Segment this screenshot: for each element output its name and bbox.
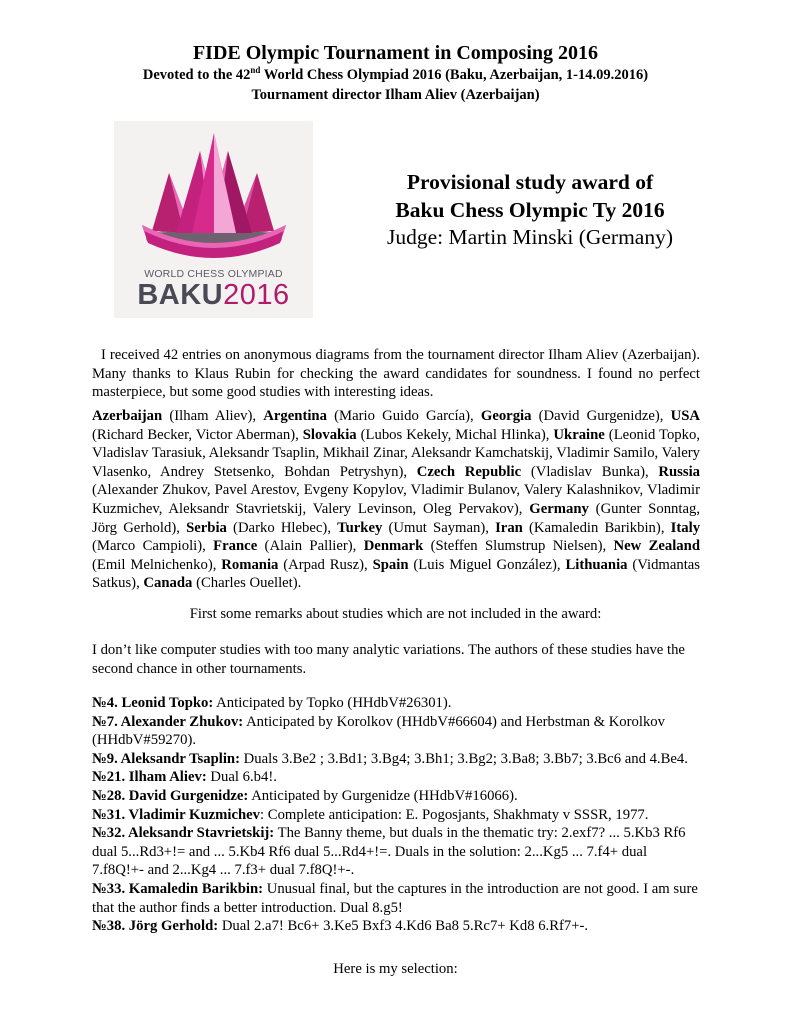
country-name: Ukraine [553, 426, 605, 443]
participant-country: Azerbaijan (Ilham Aliev), [92, 408, 264, 424]
participant-country: Ukraine (Leonid Topko, Vladislav Tarasiuk, Aleksandr Tsaplin, Mikhail Zinar, Aleksandr Kamchatskij, Vladimir Samilo, Valery Vlasenko, Andrey Stetsenko, Bohdan Petryshyn), [92, 426, 701, 480]
excluded-entry [92, 787, 700, 806]
entry-comment: Dual 6.b4!. [206, 769, 277, 786]
participant-country: USA (Richard Becker, Victor Aberman), [92, 408, 701, 443]
country-name: New Zealand [613, 538, 700, 555]
excluded-entry [92, 806, 700, 825]
logo-year: 2016 [223, 279, 290, 311]
award-judge: Judge: Martin Minski (Germany) [386, 225, 674, 249]
entry-heading: №38. Jörg Gerhold: [92, 918, 219, 935]
composer-names: Gunter Sonntag, Jörg Gerhold [92, 500, 700, 536]
composer-names: Ilham Aliev [174, 408, 248, 424]
olympiad-logo [114, 121, 313, 318]
composer-names: David Gurgenidze [543, 408, 655, 424]
award-title-line2: Baku Chess Olympic Ty 2016 [395, 198, 665, 222]
remarks-heading: First some remarks about studies which are not included in the award: [189, 606, 602, 622]
entry-heading: №7. Alexander Zhukov: [92, 713, 244, 730]
country-name: USA [670, 408, 701, 424]
country-name: Turkey [337, 519, 383, 536]
participant-country: Romania (Arpad Rusz), [221, 556, 373, 573]
composer-names: Darko Hlebec [237, 519, 323, 536]
entry-comment: : Complete anticipation: E. Pogosjants, Shakhmaty v SSSR, 1977. [260, 806, 649, 823]
excluded-entry [92, 750, 700, 769]
composer-names: Alexander Zhukov, Pavel Arestov, Evgeny Kopylov, Vladimir Bulanov, Valery Kalashnikov, Vladimir Kuzmichev, Aleksandr Stavrietskij, Valery Levinson, Oleg Pervakov [92, 482, 700, 517]
composer-names: Vladislav Bunka [535, 463, 641, 480]
composer-names: Umut Sayman [393, 519, 481, 536]
entry-comment: Duals 3.Be2 ; 3.Bd1; 3.Bg4; 3.Bh1; 3.Bg2; 3.Ba8; 3.Bb7; 3.Bc6 and 4.Be4. [239, 750, 688, 767]
participant-country: Germany (Gunter Sonntag, Jörg Gerhold), [92, 500, 700, 536]
country-name: Iran [495, 519, 523, 536]
excluded-entry [92, 713, 700, 750]
dedication-post: World Chess Olympiad 2016 (Baku, Azerbaijan, 1-14.09.2016) [260, 67, 649, 83]
country-name: Denmark [363, 538, 424, 555]
excluded-entry [92, 694, 700, 713]
composer-names: Arpad Rusz [288, 556, 360, 573]
country-name: Russia [658, 463, 701, 480]
country-name: Serbia [186, 519, 227, 536]
country-name: Spain [372, 556, 409, 573]
composer-names: Luis Miguel González [418, 556, 552, 573]
participant-country: Czech Republic (Vladislav Bunka), [416, 463, 659, 480]
tournament-title: FIDE Olympic Tournament in Composing 2016 [192, 42, 599, 64]
country-name: Germany [529, 500, 589, 517]
logo-subtitle: WORLD CHESS OLYMPIAD [144, 268, 283, 280]
participant-country: New Zealand (Emil Melnichenko), [92, 538, 700, 573]
excluded-entry [92, 824, 700, 880]
composer-names: Kamaledin Barikbin [533, 519, 656, 536]
entry-heading: №31. Vladimir Kuzmichev [92, 806, 261, 823]
entry-comment: Anticipated by Gurgenidze (HHdbV#16066). [248, 787, 518, 804]
country-name: Czech Republic [416, 463, 522, 480]
composer-names: Mario Guido García [339, 408, 466, 424]
computer-studies-paragraph: I don’t like computer studies with too many analytic variations. The authors of these studies have the second chance in other tournaments. [92, 642, 685, 677]
dedication-pre: Devoted to the 42 [142, 67, 251, 83]
participant-country: Argentina (Mario Guido García), [263, 408, 481, 424]
composer-names: Charles Ouellet [200, 575, 293, 592]
entry-comment: The Banny theme, but duals in the thematic try: 2.exf7? ... 5.Kb3 Rf6 dual 5...Rd3+!= and ... 5.Kb4 Rf6 dual 5...Rd4+!=. Duals in the solution: 2...Kg5 ... 7.f4+ dual 7.f8Q!+- and 2...Kg4 ... 7.f3+ dual 7.f8Q!+-. [92, 825, 686, 879]
participant-country: Georgia (David Gurgenidze), [480, 408, 671, 424]
intro-paragraph: I received 42 entries on anonymous diagrams from the tournament director Ilham Aliev (Azerbaijan). Many thanks to Klaus Rubin for checking the award candidates for soundness. I found no perfect masterpiece, but some good studies with interesting ideas. [92, 347, 700, 401]
composer-names: Vidmantas Satkus [92, 556, 701, 592]
composer-names: Richard Becker, Victor Aberman [96, 426, 291, 443]
excluded-entry [92, 917, 700, 936]
country-name: Slovakia [302, 426, 357, 443]
composer-names: Lubos Kekely, Michal Hlinka [365, 426, 541, 443]
country-name: Argentina [263, 408, 327, 424]
participant-country: Serbia (Darko Hlebec), [186, 519, 338, 536]
tournament-dedication [0, 67, 791, 84]
country-name: France [213, 538, 258, 555]
participant-country: France (Alain Pallier), [213, 538, 364, 555]
country-name: Italy [670, 519, 701, 536]
entry-heading: №33. Kamaledin Barikbin: [92, 880, 264, 897]
participant-country: Italy (Marco Campioli), [92, 519, 701, 555]
logo-wordmark [114, 279, 313, 312]
entry-comment: Anticipated by Topko (HHdbV#26301). [213, 695, 452, 711]
entry-comment: Dual 2.a7! Bc6+ 3.Ke5 Bxf3 4.Kd6 Ba8 5.Rc7+ Kd8 6.Rf7+-. [218, 918, 589, 935]
participant-country: Denmark (Steffen Slumstrup Nielsen), [363, 538, 614, 555]
composer-names: Leonid Topko, Vladislav Tarasiuk, Aleksandr Tsaplin, Mikhail Zinar, Aleksandr Kamchatskij, Vladimir Samilo, Valery Vlasenko, Andrey Stetsenko, Bohdan Petryshyn [92, 426, 701, 480]
award-title-line1: Provisional study award of [406, 170, 654, 194]
participant-country: Lithuania (Vidmantas Satkus), [92, 556, 701, 592]
participant-country: Russia (Alexander Zhukov, Pavel Arestov, Evgeny Kopylov, Vladimir Bulanov, Valery Kalashnikov, Vladimir Kuzmichev, Aleksandr Stavrietskij, Valery Levinson, Oleg Pervakov), [92, 463, 701, 517]
logo-name: BAKU [137, 279, 224, 311]
country-name: Canada [143, 575, 193, 592]
composer-names: Alain Pallier [269, 538, 348, 555]
participant-country: Iran (Kamaledin Barikbin), [495, 519, 671, 536]
country-name: Georgia [480, 408, 532, 424]
participant-country: Spain (Luis Miguel González), [372, 556, 566, 573]
composer-names: Steffen Slumstrup Nielsen [435, 538, 598, 555]
composer-names: Emil Melnichenko [96, 556, 208, 573]
country-name: Azerbaijan [92, 408, 163, 424]
participant-country: Turkey (Umut Sayman), [337, 519, 496, 536]
tournament-director: Tournament director Ilham Aliev (Azerbaijan) [251, 87, 540, 103]
entry-comment: Unusual final, but the captures in the introduction are not good. I am sure that the author finds a better introduction. Dual 8.g5! [92, 880, 698, 916]
participant-country: Canada (Charles Ouellet). [143, 575, 302, 592]
participants-paragraph [92, 407, 700, 593]
excluded-entry [92, 880, 700, 917]
excluded-entries-list [92, 694, 700, 936]
country-name: Romania [221, 556, 279, 573]
entry-heading: №32. Aleksandr Stavrietskij: [92, 825, 275, 842]
entry-comment: Anticipated by Korolkov (HHdbV#66604) and Herbstman & Korolkov (HHdbV#59270). [92, 713, 665, 749]
entry-heading: №21. Ilham Aliev: [92, 769, 207, 786]
country-name: Lithuania [565, 556, 628, 573]
entry-heading: №4. Leonid Topko: [92, 695, 214, 711]
excluded-entry [92, 768, 700, 787]
dedication-sup: nd [250, 65, 261, 75]
composer-names: Marco Campioli [96, 538, 198, 555]
selection-intro: Here is my selection: [333, 961, 458, 977]
participant-country: Slovakia (Lubos Kekely, Michal Hlinka), [302, 426, 554, 443]
entry-heading: №9. Aleksandr Tsaplin: [92, 750, 240, 767]
entry-heading: №28. David Gurgenidze: [92, 787, 249, 804]
